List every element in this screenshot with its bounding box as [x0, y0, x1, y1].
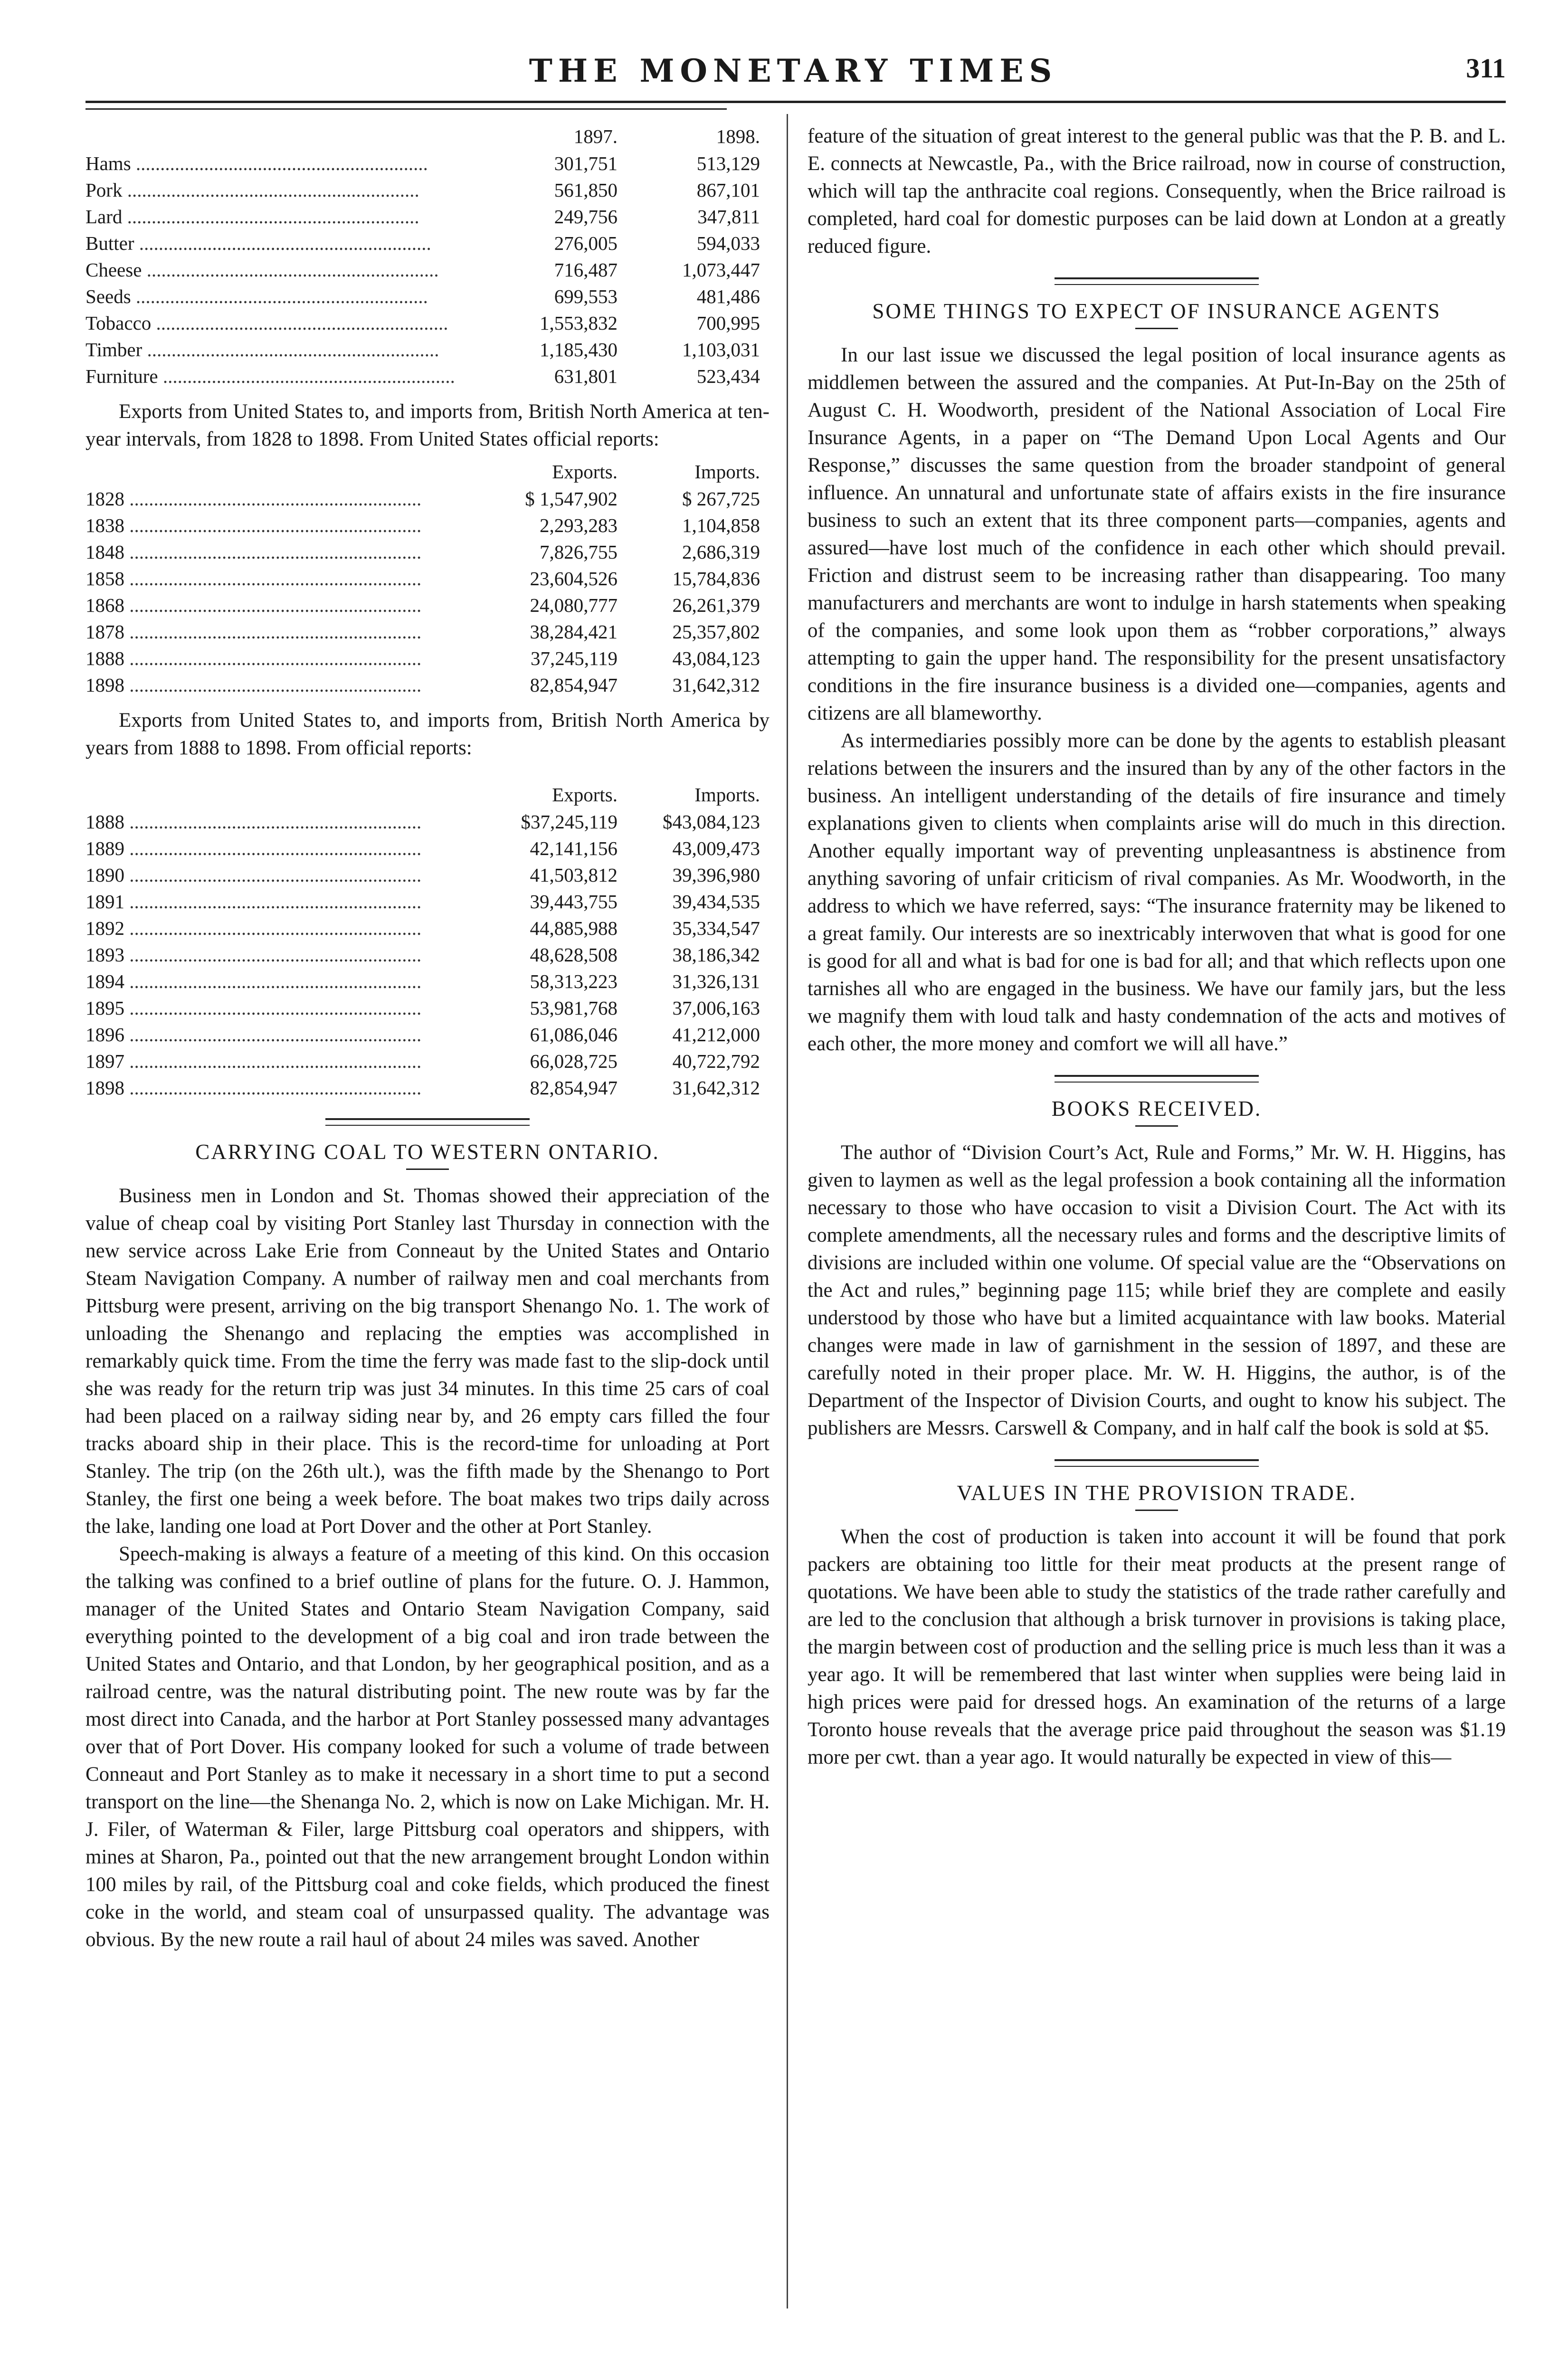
section-rule	[1055, 277, 1259, 279]
row-label: Seeds ............................................................	[86, 285, 428, 307]
cell-value: 2,686,319	[682, 541, 760, 563]
table-body	[86, 808, 770, 1101]
table-row	[86, 915, 770, 941]
row-label: 1896 ............................................................	[86, 1024, 422, 1045]
row-label: 1891 ............................................................	[86, 891, 422, 912]
row-label: Lard ............................................................	[86, 206, 419, 228]
cell-value: 347,811	[697, 206, 760, 228]
cell-value: 39,396,980	[672, 864, 760, 886]
cell-value: 513,129	[696, 152, 760, 174]
table-row	[86, 1048, 770, 1074]
row-label: 1878 ............................................................	[86, 621, 422, 643]
cell-value: 249,756	[554, 206, 618, 228]
cell-value: 1,073,447	[682, 259, 760, 281]
column-divider	[787, 114, 788, 2308]
cell-value: 35,334,547	[672, 917, 760, 939]
cell-value: 716,487	[554, 259, 618, 281]
column-header: 1898.	[716, 125, 760, 147]
table-row	[86, 150, 770, 177]
cell-value: 37,245,119	[531, 647, 618, 669]
table-row	[86, 672, 770, 698]
cell-value: 48,628,508	[530, 944, 618, 966]
row-label: 1828 ............................................................	[86, 488, 422, 510]
cell-value: 23,604,526	[530, 568, 618, 589]
cell-value: $ 267,725	[682, 488, 760, 510]
row-label: 1897 ............................................................	[86, 1050, 422, 1072]
row-label: 1892 ............................................................	[86, 917, 422, 939]
table-row	[86, 336, 770, 363]
page-header	[81, 43, 1506, 104]
table-note: Exports from United States to, and imports from, British North America by years from 1888 to 1898. From official reports:	[86, 709, 770, 759]
row-label: 1868 ............................................................	[86, 594, 422, 616]
section-rule	[325, 1118, 530, 1120]
table-body	[86, 485, 770, 698]
table-row	[86, 256, 770, 283]
table-row	[86, 835, 770, 862]
cell-value: 2,293,283	[539, 514, 618, 536]
title-rule	[1135, 1125, 1178, 1127]
cell-value: 38,284,421	[530, 621, 618, 643]
row-label: Furniture ............................................................	[86, 365, 455, 387]
column-header: Exports.	[552, 461, 618, 483]
cell-value: 631,801	[554, 365, 618, 387]
row-label: Hams ............................................................	[86, 152, 428, 174]
row-label: Pork ............................................................	[86, 179, 419, 201]
table-row	[86, 618, 770, 645]
article-paragraph: Business men in London and St. Thomas showed their appreciation of the value of cheap coal by visiting Port Stanley last Thursday in connection with the new service across Lake Erie from Conneaut by the United States and Ontario Steam Navigation Company. A number of railway men and coal merchants from Pittsburg were present, arriving on the big transport Shenango No. 1. The work of unloading the Shenango and replacing the empties was accomplished in remarkably quick time. From the time the ferry was made fast to the slip-dock until she was ready for the return trip was just 34 minutes. In this time 25 cars of coal had been placed on a railway siding near by, and 26 empty cars filled the four tracks aboard ship in their place. This is the record-time for unloading at Port Stanley. The trip (on the 26th ult.), was the fifth made by the Shenango to Port Stanley, the first one being a week before. The boat makes two trips daily across the lake, landing one load at Port Dover and the other at Port Stanley.	[86, 1185, 770, 1538]
table-row	[86, 177, 770, 203]
cell-value: 1,103,031	[682, 339, 760, 361]
section-rule	[325, 1125, 530, 1126]
table-row	[86, 1074, 770, 1101]
row-label: Timber ............................................................	[86, 339, 439, 361]
column-header: Imports.	[694, 784, 760, 806]
table-row	[86, 862, 770, 888]
row-label: 1858 ............................................................	[86, 568, 422, 589]
cell-value: 37,006,163	[672, 997, 760, 1019]
cell-value: 42,141,156	[530, 837, 618, 859]
cell-value: 31,642,312	[672, 674, 760, 696]
table-row	[86, 565, 770, 592]
cell-value: 1,185,430	[539, 339, 618, 361]
cell-value: 594,033	[696, 232, 760, 254]
article-paragraph: The author of “Division Court’s Act, Rule and Forms,” Mr. W. H. Higgins, has given to laymen as well as the legal profession a book containing all the information necessary to those who have occasion to visit a Division Court. The Act with its complete amendments, all the necessary rules and forms and the descriptive limits of divisions are included within one volume. Of special value are the “Observations on the Act and rules,” beginning page 115; while brief they are complete and easily understood by those who have but a limited acquaintance with law books. Material changes were made in law of garnishment in the session of 1897, and these are carefully noted in their proper place. Mr. W. H. Higgins, the author, is of the Department of the Inspector of Division Courts, and ought to know his subject. The publishers are Messrs. Carswell & Company, and in half calf the book is sold at $5.	[808, 1141, 1506, 1439]
cell-value: 43,009,473	[672, 837, 760, 859]
cell-value: 82,854,947	[530, 1077, 618, 1099]
cell-value: 561,850	[554, 179, 618, 201]
table-row	[86, 968, 770, 995]
table-exports-1897-1898	[86, 123, 770, 390]
right-column	[808, 123, 1506, 1771]
cell-value: 867,101	[696, 179, 760, 201]
cell-value: 1,553,832	[539, 312, 618, 334]
cell-value: 40,722,792	[672, 1050, 760, 1072]
cell-value: 700,995	[696, 312, 760, 334]
section-rule	[1055, 1459, 1259, 1461]
table-header-row	[86, 123, 770, 150]
table-ten-year-intervals	[86, 458, 770, 698]
row-label: 1894 ............................................................	[86, 970, 422, 992]
cell-value: 39,443,755	[530, 891, 618, 912]
article-title-insurance: SOME THINGS TO EXPECT OF INSURANCE AGENTS	[872, 299, 1441, 323]
cell-value: 66,028,725	[530, 1050, 618, 1072]
section-rule	[1055, 284, 1259, 285]
table-row	[86, 995, 770, 1021]
title-rule	[1135, 328, 1178, 329]
column-header: 1897.	[573, 125, 618, 147]
row-label: 1838 ............................................................	[86, 514, 422, 536]
cell-value: $37,245,119	[521, 811, 618, 833]
table-header-row	[86, 458, 770, 485]
table-row	[86, 808, 770, 835]
row-label: 1888 ............................................................	[86, 811, 422, 833]
title-rule	[406, 1168, 449, 1170]
table-yearly-1888-1898	[86, 781, 770, 1101]
header-rule	[86, 101, 1506, 103]
article-title-books: BOOKS RECEIVED.	[1051, 1097, 1262, 1121]
cell-value: 15,784,836	[672, 568, 760, 589]
row-label: 1888 ............................................................	[86, 647, 422, 669]
cell-value: 31,326,131	[672, 970, 760, 992]
cell-value: 1,104,858	[682, 514, 760, 536]
section-rule	[1055, 1466, 1259, 1467]
article-paragraph: In our last issue we discussed the legal position of local insurance agents as middlemen between the assured and the companies. At Put-In-Bay on the 25th of August C. H. Woodworth, president of the National Association of Local Fire Insurance Agents, in a paper on “The Demand Upon Local Agents and Our Response,” discusses the same question from the broader standpoint of general influence. An unnatural and unfortunate state of affairs exists in the fire insurance business to such an extent that its three component parts—companies, agents and assured—have lost much of the confidence in each other which should prevail. Friction and distrust seem to be increasing rather than disappearing. Too many manufacturers and merchants are wont to indulge in harsh statements when speaking of the companies, and some look upon them as “robber corporations,” always attempting to gain the upper hand. The responsibility for the present unsatisfactory conditions in the fire insurance business is a divided one—companies, agents and citizens are all blameworthy.	[808, 344, 1506, 724]
row-label: Butter ............................................................	[86, 232, 431, 254]
section-rule	[1055, 1082, 1259, 1083]
table-row	[86, 645, 770, 672]
cell-value: 38,186,342	[672, 944, 760, 966]
table-body	[86, 150, 770, 390]
article-title-coal: CARRYING COAL TO WESTERN ONTARIO.	[195, 1140, 660, 1164]
column-header: Exports.	[552, 784, 618, 806]
title-rule	[1135, 1510, 1178, 1511]
row-label: Tobacco ............................................................	[86, 312, 448, 334]
cell-value: 31,642,312	[672, 1077, 760, 1099]
masthead: THE MONETARY TIMES	[529, 52, 1058, 89]
cell-value: 25,357,802	[672, 621, 760, 643]
cell-value: 301,751	[554, 152, 618, 174]
row-label: Cheese ............................................................	[86, 259, 439, 281]
table-row	[86, 230, 770, 256]
table-row	[86, 1021, 770, 1048]
table-row	[86, 310, 770, 336]
cell-value: 481,486	[696, 285, 760, 307]
row-label: 1893 ............................................................	[86, 944, 422, 966]
cell-value: 699,553	[554, 285, 618, 307]
row-label: 1895 ............................................................	[86, 997, 422, 1019]
cell-value: 276,005	[554, 232, 618, 254]
table-row	[86, 283, 770, 310]
table-row	[86, 888, 770, 915]
article-paragraph: Speech-making is always a feature of a meeting of this kind. On this occasion the talking was confined to a brief outline of plans for the future. O. J. Hammon, manager of the United States and Ontario Steam Navigation Company, said everything pointed to the development of a big coal and iron trade between the United States and Ontario, and that London, by her geographical position, and as a railroad centre, was the natural distributing point. The new route was by far the most direct into Canada, and the harbor at Port Stanley possessed many advantages over that of Port Dover. His company looked for such a volume of trade between Conneaut and Port Stanley as to make it necessary in a short time to put a second transport on the line—the Shenanga No. 2, which is now on Lake Michigan. Mr. H. J. Filer, of Waterman & Filer, large Pittsburg coal operators and shippers, with mines at Sharon, Pa., pointed out that the new arrangement brought London within 100 miles by rail, of the Pittsburg coal and coke fields, which produced the finest coke in the world, and steam coal of unsurpassed quality. The advantage was obvious. By the new route a rail haul of about 24 miles was saved. Another	[86, 1543, 770, 1951]
article-title-provision: VALUES IN THE PROVISION TRADE.	[957, 1481, 1357, 1505]
row-label: 1890 ............................................................	[86, 864, 422, 886]
cell-value: 41,212,000	[672, 1024, 760, 1045]
article-paragraph-continued: feature of the situation of great interest to the general public was that the P. B. and L. E. connects at Newcastle, Pa., with the Brice railroad, now in course of construction, which will tap the anthracite coal regions. Consequently, when the Brice railroad is completed, hard coal for domestic purposes can be laid down at London at a greatly reduced figure.	[808, 125, 1506, 257]
article-paragraph: As intermediaries possibly more can be done by the agents to establish pleasant relations between the insurers and the insured than by any of the other factors in the business. An intelligent understanding of the details of fire insurance and timely explanations given to clients when complaints arise will do much in this direction. Another equally important way of preventing unpleasantness is abstinence from anything savoring of unfair criticism of rival companies. As Mr. Woodworth, in the address to which we have referred, says: “The insurance fraternity may be likened to a great family. Our interests are so inextricably interwoven that what is good for one is good for all and what is bad for one is bad for all; and that which reflects upon one tarnishes all who are engaged in the business. We have our family jars, but the less we magnify them with loud talk and hasty condemnation of the acts and motives of each other, the more money and comfort we will all have.”	[808, 730, 1506, 1055]
cell-value: 58,313,223	[530, 970, 618, 992]
row-label: 1889 ............................................................	[86, 837, 422, 859]
article-paragraph: When the cost of production is taken into account it will be found that pork packers are obtaining too little for their meat products at the present range of quotations. We have been able to study the statistics of the trade rather carefully and are led to the conclusion that although a brisk turnover in provisions is taking place, the margin between cost of production and the selling price is much less than it was a year ago. It will be remembered that last winter when supplies were being laid in high prices were paid for dressed hogs. An examination of the returns of a large Toronto house reveals that the average price paid throughout the season was $1.19 more per cwt. than a year ago. It would naturally be expected in view of this—	[808, 1526, 1506, 1768]
table-row	[86, 592, 770, 618]
cell-value: 26,261,379	[672, 594, 760, 616]
cell-value: $43,084,123	[663, 811, 760, 833]
cell-value: 82,854,947	[530, 674, 618, 696]
page-number: 311	[1466, 53, 1506, 84]
cell-value: $ 1,547,902	[525, 488, 618, 510]
table-row	[86, 512, 770, 539]
table-row	[86, 363, 770, 390]
row-label: 1848 ............................................................	[86, 541, 422, 563]
column-header: Imports.	[694, 461, 760, 483]
table-header-row	[86, 781, 770, 808]
cell-value: 53,981,768	[530, 997, 618, 1019]
cell-value: 39,434,535	[672, 891, 760, 912]
cell-value: 24,080,777	[530, 594, 618, 616]
cell-value: 523,434	[696, 365, 760, 387]
cell-value: 43,084,123	[672, 647, 760, 669]
row-label: 1898 ............................................................	[86, 674, 422, 696]
table-row	[86, 485, 770, 512]
left-column	[86, 123, 770, 1954]
section-rule	[1055, 1075, 1259, 1077]
table-row	[86, 539, 770, 565]
cell-value: 7,826,755	[539, 541, 618, 563]
table-row	[86, 941, 770, 968]
header-rule-secondary	[86, 108, 727, 110]
cell-value: 61,086,046	[530, 1024, 618, 1045]
table-row	[86, 203, 770, 230]
row-label: 1898 ............................................................	[86, 1077, 422, 1099]
cell-value: 41,503,812	[530, 864, 618, 886]
cell-value: 44,885,988	[530, 917, 618, 939]
table-note: Exports from United States to, and imports from, British North America at ten-year intervals, from 1828 to 1898. From United States official reports:	[86, 400, 770, 450]
